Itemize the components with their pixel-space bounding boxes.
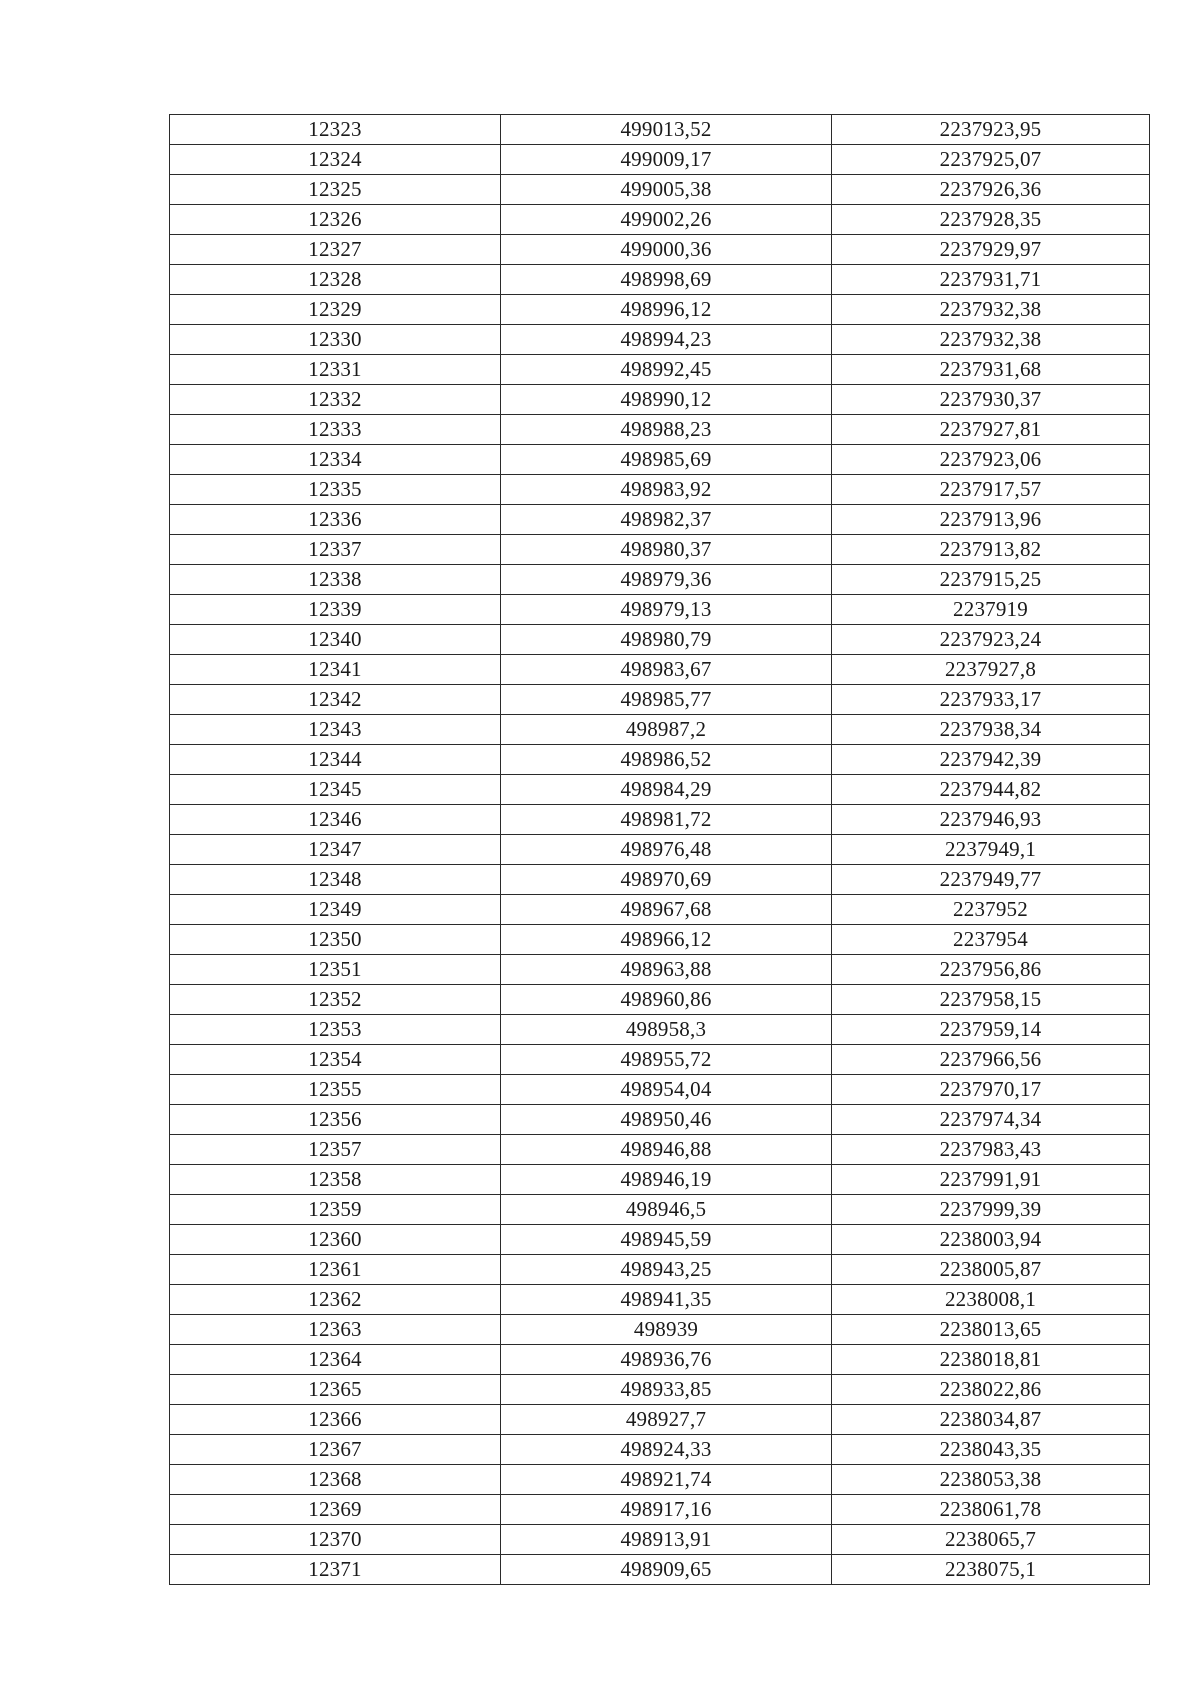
- x-coordinate-cell: 498970,69: [501, 865, 832, 895]
- y-coordinate-cell: 2237956,86: [832, 955, 1150, 985]
- point-number-cell: 12340: [170, 625, 501, 655]
- x-coordinate-cell: 498980,37: [501, 535, 832, 565]
- table-row: [170, 1555, 1150, 1585]
- x-coordinate-cell: 498927,7: [501, 1405, 832, 1435]
- x-coordinate-cell: 498990,12: [501, 385, 832, 415]
- table-row: [170, 1495, 1150, 1525]
- y-coordinate-cell: 2238075,1: [832, 1555, 1150, 1585]
- y-coordinate-cell: 2237944,82: [832, 775, 1150, 805]
- table-row: [170, 325, 1150, 355]
- y-coordinate-cell: 2237919: [832, 595, 1150, 625]
- table-row: [170, 865, 1150, 895]
- point-number-cell: 12331: [170, 355, 501, 385]
- y-coordinate-cell: 2238061,78: [832, 1495, 1150, 1525]
- x-coordinate-cell: 498996,12: [501, 295, 832, 325]
- point-number-cell: 12366: [170, 1405, 501, 1435]
- point-number-cell: 12338: [170, 565, 501, 595]
- table-row: [170, 115, 1150, 145]
- point-number-cell: 12362: [170, 1285, 501, 1315]
- table-row: [170, 685, 1150, 715]
- y-coordinate-cell: 2237974,34: [832, 1105, 1150, 1135]
- point-number-cell: 12333: [170, 415, 501, 445]
- y-coordinate-cell: 2237930,37: [832, 385, 1150, 415]
- table-row: [170, 805, 1150, 835]
- y-coordinate-cell: 2238008,1: [832, 1285, 1150, 1315]
- x-coordinate-cell: 498954,04: [501, 1075, 832, 1105]
- x-coordinate-cell: 498941,35: [501, 1285, 832, 1315]
- y-coordinate-cell: 2237933,17: [832, 685, 1150, 715]
- point-number-cell: 12325: [170, 175, 501, 205]
- x-coordinate-cell: 498936,76: [501, 1345, 832, 1375]
- x-coordinate-cell: 498950,46: [501, 1105, 832, 1135]
- x-coordinate-cell: 498967,68: [501, 895, 832, 925]
- table-row: [170, 775, 1150, 805]
- point-number-cell: 12326: [170, 205, 501, 235]
- point-number-cell: 12356: [170, 1105, 501, 1135]
- y-coordinate-cell: 2237958,15: [832, 985, 1150, 1015]
- table-row: [170, 1135, 1150, 1165]
- x-coordinate-cell: 499002,26: [501, 205, 832, 235]
- point-number-cell: 12361: [170, 1255, 501, 1285]
- y-coordinate-cell: 2238043,35: [832, 1435, 1150, 1465]
- table-row: [170, 295, 1150, 325]
- x-coordinate-cell: 498985,69: [501, 445, 832, 475]
- table-row: [170, 955, 1150, 985]
- point-number-cell: 12327: [170, 235, 501, 265]
- point-number-cell: 12357: [170, 1135, 501, 1165]
- point-number-cell: 12343: [170, 715, 501, 745]
- table-row: [170, 1285, 1150, 1315]
- table-row: [170, 1255, 1150, 1285]
- x-coordinate-cell: 498998,69: [501, 265, 832, 295]
- y-coordinate-cell: 2237917,57: [832, 475, 1150, 505]
- table-row: [170, 175, 1150, 205]
- y-coordinate-cell: 2238018,81: [832, 1345, 1150, 1375]
- y-coordinate-cell: 2237938,34: [832, 715, 1150, 745]
- y-coordinate-cell: 2237932,38: [832, 325, 1150, 355]
- table-row: [170, 1225, 1150, 1255]
- point-number-cell: 12329: [170, 295, 501, 325]
- point-number-cell: 12369: [170, 1495, 501, 1525]
- y-coordinate-cell: 2237923,24: [832, 625, 1150, 655]
- table-row: [170, 235, 1150, 265]
- point-number-cell: 12336: [170, 505, 501, 535]
- point-number-cell: 12341: [170, 655, 501, 685]
- y-coordinate-cell: 2238003,94: [832, 1225, 1150, 1255]
- point-number-cell: 12347: [170, 835, 501, 865]
- point-number-cell: 12324: [170, 145, 501, 175]
- y-coordinate-cell: 2237970,17: [832, 1075, 1150, 1105]
- y-coordinate-cell: 2237931,71: [832, 265, 1150, 295]
- table-row: [170, 1375, 1150, 1405]
- table-row: [170, 535, 1150, 565]
- y-coordinate-cell: 2237926,36: [832, 175, 1150, 205]
- y-coordinate-cell: 2238065,7: [832, 1525, 1150, 1555]
- x-coordinate-cell: 498909,65: [501, 1555, 832, 1585]
- table-row: [170, 205, 1150, 235]
- y-coordinate-cell: 2237949,1: [832, 835, 1150, 865]
- y-coordinate-cell: 2237991,91: [832, 1165, 1150, 1195]
- table-row: [170, 1195, 1150, 1225]
- table-row: [170, 895, 1150, 925]
- x-coordinate-cell: 498955,72: [501, 1045, 832, 1075]
- y-coordinate-cell: 2237913,96: [832, 505, 1150, 535]
- y-coordinate-cell: 2237923,06: [832, 445, 1150, 475]
- x-coordinate-cell: 498960,86: [501, 985, 832, 1015]
- table-row: [170, 475, 1150, 505]
- y-coordinate-cell: 2237929,97: [832, 235, 1150, 265]
- y-coordinate-cell: 2237923,95: [832, 115, 1150, 145]
- x-coordinate-cell: 498945,59: [501, 1225, 832, 1255]
- point-number-cell: 12337: [170, 535, 501, 565]
- x-coordinate-cell: 498946,88: [501, 1135, 832, 1165]
- y-coordinate-cell: 2237927,8: [832, 655, 1150, 685]
- point-number-cell: 12332: [170, 385, 501, 415]
- x-coordinate-cell: 498921,74: [501, 1465, 832, 1495]
- point-number-cell: 12334: [170, 445, 501, 475]
- x-coordinate-cell: 498966,12: [501, 925, 832, 955]
- x-coordinate-cell: 498992,45: [501, 355, 832, 385]
- point-number-cell: 12368: [170, 1465, 501, 1495]
- point-number-cell: 12350: [170, 925, 501, 955]
- x-coordinate-cell: 499000,36: [501, 235, 832, 265]
- point-number-cell: 12354: [170, 1045, 501, 1075]
- point-number-cell: 12365: [170, 1375, 501, 1405]
- point-number-cell: 12367: [170, 1435, 501, 1465]
- table-row: [170, 385, 1150, 415]
- point-number-cell: 12364: [170, 1345, 501, 1375]
- x-coordinate-cell: 498984,29: [501, 775, 832, 805]
- point-number-cell: 12323: [170, 115, 501, 145]
- point-number-cell: 12353: [170, 1015, 501, 1045]
- table-row: [170, 1465, 1150, 1495]
- y-coordinate-cell: 2237927,81: [832, 415, 1150, 445]
- x-coordinate-cell: 498939: [501, 1315, 832, 1345]
- table-row: [170, 1045, 1150, 1075]
- point-number-cell: 12358: [170, 1165, 501, 1195]
- y-coordinate-cell: 2238005,87: [832, 1255, 1150, 1285]
- table-row: [170, 595, 1150, 625]
- x-coordinate-cell: 498979,13: [501, 595, 832, 625]
- table-row: [170, 925, 1150, 955]
- y-coordinate-cell: 2237913,82: [832, 535, 1150, 565]
- y-coordinate-cell: 2238022,86: [832, 1375, 1150, 1405]
- coordinates-table: [169, 114, 1150, 1585]
- point-number-cell: 12371: [170, 1555, 501, 1585]
- y-coordinate-cell: 2237949,77: [832, 865, 1150, 895]
- x-coordinate-cell: 498976,48: [501, 835, 832, 865]
- y-coordinate-cell: 2237954: [832, 925, 1150, 955]
- table-row: [170, 1525, 1150, 1555]
- x-coordinate-cell: 498994,23: [501, 325, 832, 355]
- x-coordinate-cell: 498946,19: [501, 1165, 832, 1195]
- x-coordinate-cell: 498983,67: [501, 655, 832, 685]
- table-row: [170, 835, 1150, 865]
- table-row: [170, 1015, 1150, 1045]
- y-coordinate-cell: 2237932,38: [832, 295, 1150, 325]
- x-coordinate-cell: 498917,16: [501, 1495, 832, 1525]
- table-row: [170, 1105, 1150, 1135]
- table-row: [170, 355, 1150, 385]
- y-coordinate-cell: 2237999,39: [832, 1195, 1150, 1225]
- point-number-cell: 12335: [170, 475, 501, 505]
- y-coordinate-cell: 2237928,35: [832, 205, 1150, 235]
- point-number-cell: 12339: [170, 595, 501, 625]
- x-coordinate-cell: 498946,5: [501, 1195, 832, 1225]
- table-row: [170, 1075, 1150, 1105]
- table-row: [170, 715, 1150, 745]
- point-number-cell: 12370: [170, 1525, 501, 1555]
- table-row: [170, 145, 1150, 175]
- point-number-cell: 12345: [170, 775, 501, 805]
- point-number-cell: 12359: [170, 1195, 501, 1225]
- point-number-cell: 12352: [170, 985, 501, 1015]
- x-coordinate-cell: 498988,23: [501, 415, 832, 445]
- x-coordinate-cell: 498924,33: [501, 1435, 832, 1465]
- table-row: [170, 745, 1150, 775]
- y-coordinate-cell: 2237925,07: [832, 145, 1150, 175]
- x-coordinate-cell: 498985,77: [501, 685, 832, 715]
- y-coordinate-cell: 2238053,38: [832, 1465, 1150, 1495]
- x-coordinate-cell: 498933,85: [501, 1375, 832, 1405]
- table-row: [170, 565, 1150, 595]
- x-coordinate-cell: 498980,79: [501, 625, 832, 655]
- x-coordinate-cell: 498943,25: [501, 1255, 832, 1285]
- x-coordinate-cell: 498981,72: [501, 805, 832, 835]
- y-coordinate-cell: 2237915,25: [832, 565, 1150, 595]
- x-coordinate-cell: 498983,92: [501, 475, 832, 505]
- y-coordinate-cell: 2237959,14: [832, 1015, 1150, 1045]
- table-row: [170, 1405, 1150, 1435]
- table-row: [170, 445, 1150, 475]
- table-row: [170, 415, 1150, 445]
- y-coordinate-cell: 2237946,93: [832, 805, 1150, 835]
- table-row: [170, 625, 1150, 655]
- point-number-cell: 12330: [170, 325, 501, 355]
- table-row: [170, 1345, 1150, 1375]
- point-number-cell: 12351: [170, 955, 501, 985]
- x-coordinate-cell: 499005,38: [501, 175, 832, 205]
- y-coordinate-cell: 2237983,43: [832, 1135, 1150, 1165]
- y-coordinate-cell: 2238013,65: [832, 1315, 1150, 1345]
- x-coordinate-cell: 498963,88: [501, 955, 832, 985]
- table-row: [170, 1315, 1150, 1345]
- x-coordinate-cell: 498979,36: [501, 565, 832, 595]
- y-coordinate-cell: 2237942,39: [832, 745, 1150, 775]
- table-row: [170, 505, 1150, 535]
- table-row: [170, 985, 1150, 1015]
- coordinates-table-body: [170, 115, 1150, 1585]
- point-number-cell: 12363: [170, 1315, 501, 1345]
- x-coordinate-cell: 498913,91: [501, 1525, 832, 1555]
- y-coordinate-cell: 2238034,87: [832, 1405, 1150, 1435]
- table-row: [170, 1435, 1150, 1465]
- point-number-cell: 12360: [170, 1225, 501, 1255]
- x-coordinate-cell: 499009,17: [501, 145, 832, 175]
- y-coordinate-cell: 2237931,68: [832, 355, 1150, 385]
- point-number-cell: 12344: [170, 745, 501, 775]
- y-coordinate-cell: 2237952: [832, 895, 1150, 925]
- x-coordinate-cell: 498986,52: [501, 745, 832, 775]
- y-coordinate-cell: 2237966,56: [832, 1045, 1150, 1075]
- x-coordinate-cell: 498958,3: [501, 1015, 832, 1045]
- point-number-cell: 12346: [170, 805, 501, 835]
- x-coordinate-cell: 498982,37: [501, 505, 832, 535]
- point-number-cell: 12342: [170, 685, 501, 715]
- point-number-cell: 12349: [170, 895, 501, 925]
- point-number-cell: 12355: [170, 1075, 501, 1105]
- point-number-cell: 12328: [170, 265, 501, 295]
- table-row: [170, 1165, 1150, 1195]
- x-coordinate-cell: 499013,52: [501, 115, 832, 145]
- point-number-cell: 12348: [170, 865, 501, 895]
- table-row: [170, 655, 1150, 685]
- x-coordinate-cell: 498987,2: [501, 715, 832, 745]
- table-row: [170, 265, 1150, 295]
